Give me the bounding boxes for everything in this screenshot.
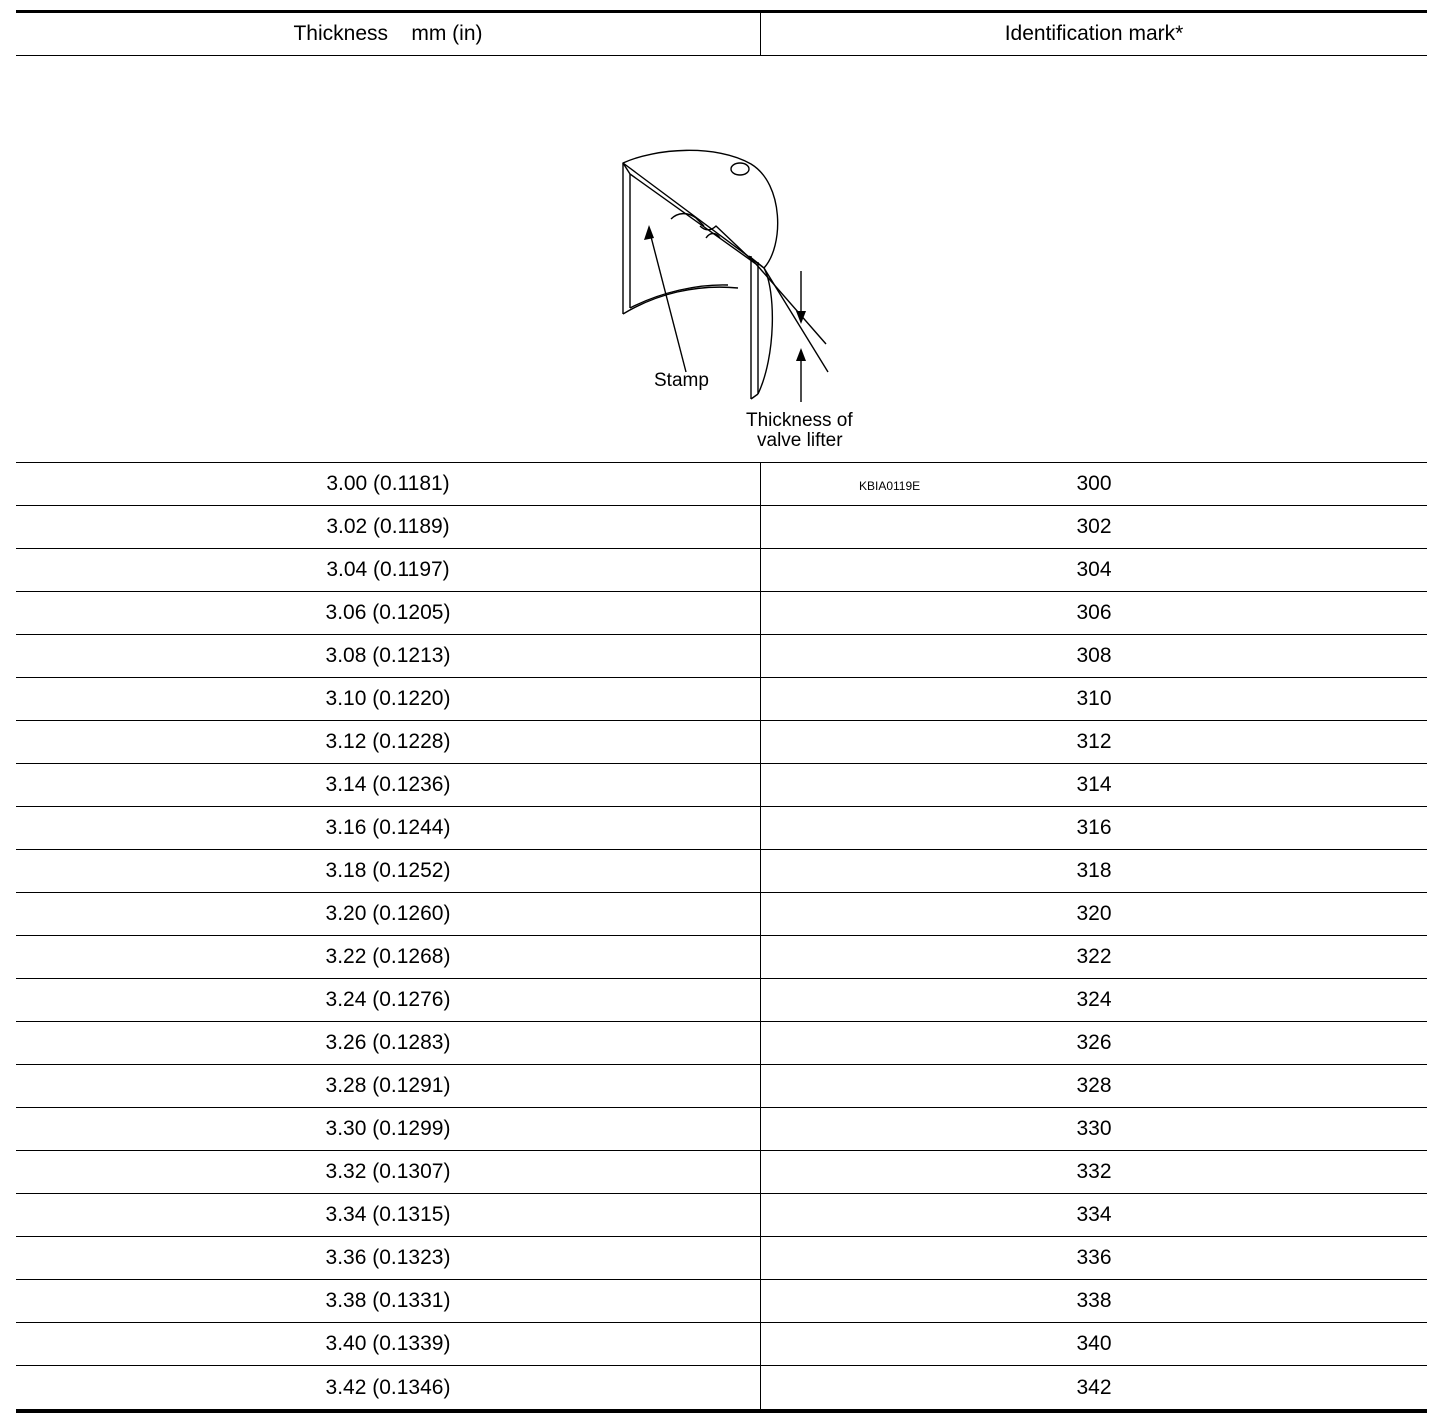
mark-cell: 332 <box>1076 1160 1112 1183</box>
table-row <box>16 592 1427 635</box>
table-row <box>16 1108 1427 1151</box>
table-row <box>16 1280 1427 1323</box>
thickness-cell: 3.02 (0.1189) <box>16 506 761 548</box>
thickness-label-line2: valve lifter <box>757 430 843 451</box>
mark-cell: 330 <box>1076 1117 1112 1140</box>
thickness-cell: 3.00 (0.1181) <box>16 463 761 505</box>
mark-cell: 304 <box>1076 558 1112 581</box>
thickness-cell: 3.34 (0.1315) <box>16 1194 761 1236</box>
figure-code-label: KBIA0119E <box>859 479 921 493</box>
table-row <box>16 893 1427 936</box>
stamp-label: Stamp <box>654 370 709 391</box>
thickness-cell: 3.18 (0.1252) <box>16 850 761 892</box>
table-row <box>16 506 1427 549</box>
table-row <box>16 1151 1427 1194</box>
table-row <box>16 549 1427 592</box>
mark-cell: 318 <box>1076 859 1112 882</box>
header-thickness: Thickness mm (in) <box>16 13 761 55</box>
table-row <box>16 1366 1427 1409</box>
mark-cell: 324 <box>1076 988 1112 1011</box>
mark-cell: 342 <box>1076 1375 1112 1399</box>
mark-cell: 334 <box>1076 1203 1112 1226</box>
thickness-label-line1: Thickness of <box>746 410 853 431</box>
valve-lifter-thickness-table <box>16 10 1427 1413</box>
table-row <box>16 678 1427 721</box>
mark-cell: 310 <box>1076 687 1112 710</box>
table-row <box>16 1022 1427 1065</box>
thickness-cell: 3.32 (0.1307) <box>16 1151 761 1193</box>
table-row <box>16 850 1427 893</box>
mark-cell: 322 <box>1076 945 1112 968</box>
table-row <box>16 463 1427 506</box>
mark-cell: 338 <box>1076 1289 1112 1312</box>
thickness-cell: 3.40 (0.1339) <box>16 1323 761 1365</box>
thickness-cell: 3.26 (0.1283) <box>16 1022 761 1064</box>
mark-cell: 320 <box>1076 902 1112 925</box>
mark-cell: 312 <box>1076 730 1112 753</box>
thickness-cell: 3.30 (0.1299) <box>16 1108 761 1150</box>
thickness-cell: 3.12 (0.1228) <box>16 721 761 763</box>
mark-cell: 340 <box>1076 1332 1112 1355</box>
table-row <box>16 936 1427 979</box>
thickness-cell: 3.06 (0.1205) <box>16 592 761 634</box>
thickness-cell: 3.36 (0.1323) <box>16 1237 761 1279</box>
thickness-cell: 3.24 (0.1276) <box>16 979 761 1021</box>
mark-cell: 306 <box>1076 601 1112 624</box>
mark-cell: 328 <box>1076 1074 1112 1097</box>
thickness-cell: 3.22 (0.1268) <box>16 936 761 978</box>
thickness-cell: 3.28 (0.1291) <box>16 1065 761 1107</box>
thickness-cell: 3.08 (0.1213) <box>16 635 761 677</box>
mark-cell: 302 <box>1076 515 1112 538</box>
table-row <box>16 1065 1427 1108</box>
mark-cell: 300 <box>1076 472 1112 495</box>
mark-cell: 308 <box>1076 644 1112 667</box>
table-row <box>16 979 1427 1022</box>
thickness-cell: 3.20 (0.1260) <box>16 893 761 935</box>
thickness-cell: 3.04 (0.1197) <box>16 549 761 591</box>
thickness-cell: 3.38 (0.1331) <box>16 1280 761 1322</box>
table-row <box>16 764 1427 807</box>
table-row <box>16 635 1427 678</box>
table-row <box>16 1237 1427 1280</box>
table-row <box>16 1194 1427 1237</box>
mark-cell: 314 <box>1076 773 1112 796</box>
table-row <box>16 721 1427 764</box>
thickness-cell: 3.10 (0.1220) <box>16 678 761 720</box>
table-row <box>16 807 1427 850</box>
table-row <box>16 1323 1427 1366</box>
mark-cell: 316 <box>1076 816 1112 839</box>
thickness-cell: 3.14 (0.1236) <box>16 764 761 806</box>
mark-cell: 326 <box>1076 1031 1112 1054</box>
table-body <box>16 463 1427 1409</box>
thickness-cell: 3.16 (0.1244) <box>16 807 761 849</box>
mark-cell: 336 <box>1076 1246 1112 1269</box>
thickness-cell: 3.42 (0.1346) <box>16 1366 761 1409</box>
header-identification-mark: Identification mark* <box>1004 22 1184 45</box>
table-header-row <box>16 13 1427 56</box>
